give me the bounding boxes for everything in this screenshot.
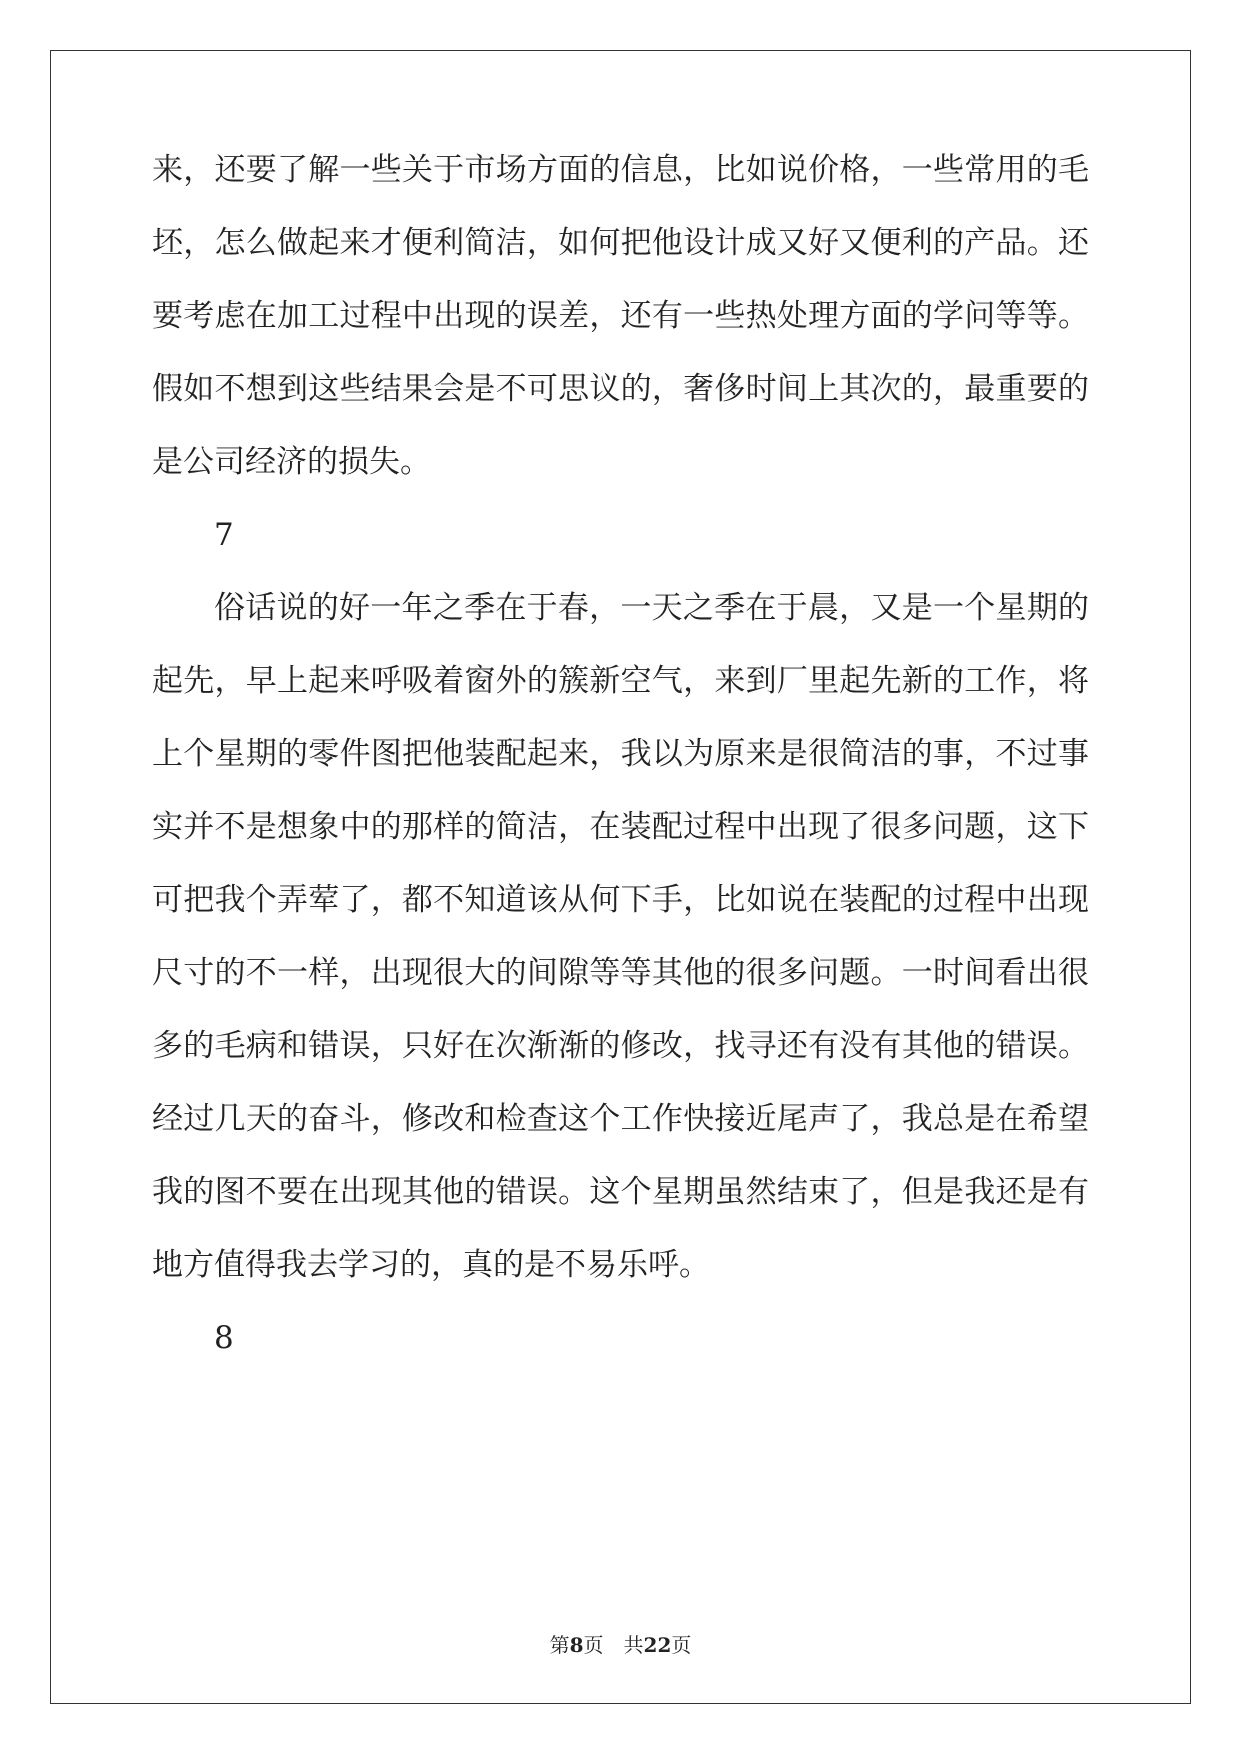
- section-7-line-7: 多的毛病和错误，只好在次渐渐的修改，找寻还有没有其他的错误。: [152, 1028, 1089, 1064]
- paragraph-1-line-2: 坯，怎么做起来才便利简洁，如何把他设计成又好又便利的产品。还: [152, 225, 1089, 261]
- paragraph-1-line-1: 来，还要了解一些关于市场方面的信息，比如说价格，一些常用的毛: [152, 152, 1089, 188]
- paragraph-1-line-5: 是公司经济的损失。: [152, 444, 431, 480]
- paragraph-1-line-3: 要考虑在加工过程中出现的误差，还有一些热处理方面的学问等等。: [152, 298, 1089, 334]
- footer-page-prefix: 第: [549, 1633, 570, 1657]
- section-7-line-5: 可把我个弄荤了，都不知道该从何下手，比如说在装配的过程中出现: [152, 882, 1089, 918]
- section-7-line-6: 尺寸的不一样，出现很大的间隙等等其他的很多问题。一时间看出很: [152, 955, 1089, 991]
- paragraph-1-line-4: 假如不想到这些结果会是不可思议的，奢侈时间上其次的，最重要的: [152, 371, 1089, 407]
- section-7-line-3: 上个星期的零件图把他装配起来，我以为原来是很简洁的事，不过事: [152, 736, 1089, 772]
- footer-page-suffix: 页: [671, 1633, 692, 1657]
- footer-page-mid: 页 共: [583, 1633, 644, 1657]
- section-7-line-2: 起先，早上起来呼吸着窗外的簇新空气，来到厂里起先新的工作，将: [152, 663, 1089, 699]
- footer-page-total: 22: [643, 1633, 672, 1657]
- footer-page-current: 8: [569, 1633, 584, 1657]
- section-7-line-1: 俗话说的好一年之季在于春，一天之季在于晨，又是一个星期的: [214, 590, 1089, 626]
- section-7-line-4: 实并不是想象中的那样的简洁，在装配过程中出现了很多问题，这下: [152, 809, 1089, 845]
- page-footer: [0, 1632, 1241, 1658]
- section-7-number: 7: [214, 517, 234, 553]
- section-7-line-9: 我的图不要在出现其他的错误。这个星期虽然结束了，但是我还是有: [152, 1174, 1089, 1210]
- section-8-number: 8: [214, 1320, 234, 1356]
- section-7-line-10: 地方值得我去学习的，真的是不易乐呼。: [152, 1247, 710, 1283]
- section-7-line-8: 经过几天的奋斗，修改和检查这个工作快接近尾声了，我总是在希望: [152, 1101, 1089, 1137]
